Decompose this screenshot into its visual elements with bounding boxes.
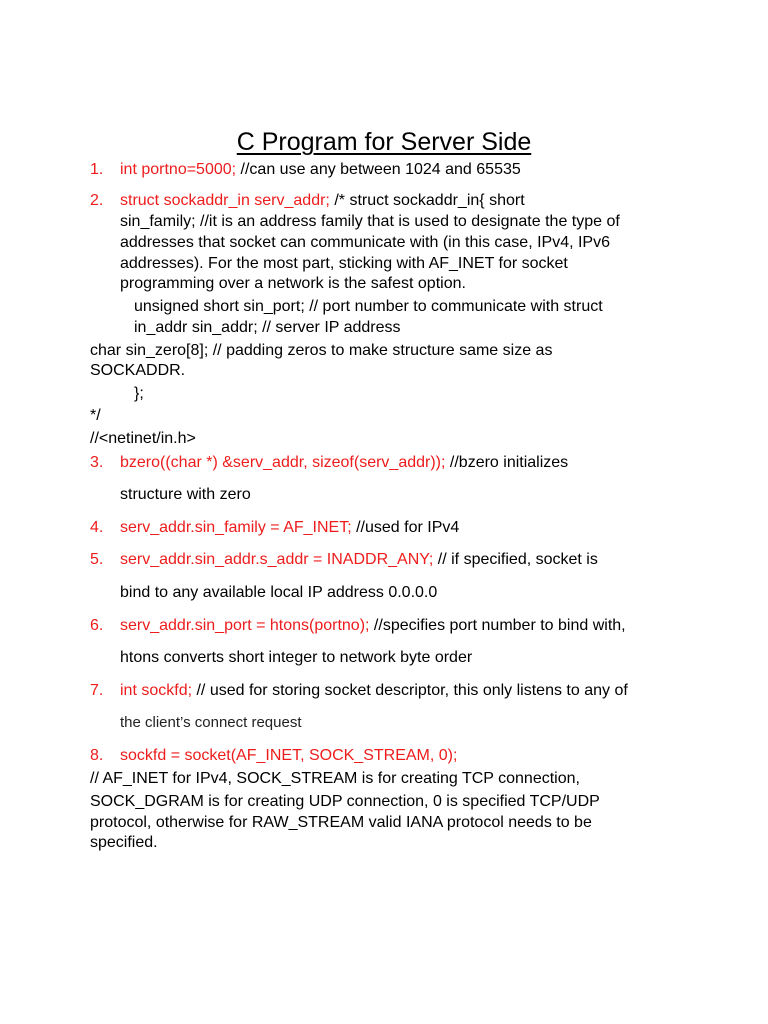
text-line: the client’s connect request	[120, 714, 302, 731]
code-line	[120, 549, 598, 570]
comment-span: //specifies port number to bind with,	[369, 617, 626, 634]
list-number: 5.	[90, 551, 104, 568]
text-line: htons converts short integer to network byte order	[120, 649, 473, 666]
text-line: structure with zero	[120, 486, 251, 503]
text-line: SOCK_DGRAM is for creating UDP connection, 0 is specified TCP/UDP	[90, 793, 600, 810]
code-span: serv_addr.sin_family = AF_INET;	[120, 519, 352, 536]
comment-span: //bzero initializes	[445, 454, 569, 471]
code-span: int portno=5000;	[120, 161, 237, 178]
text-line: */	[90, 407, 101, 424]
code-line	[120, 159, 521, 180]
code-span: struct sockaddr_in serv_addr;	[120, 192, 330, 209]
code-span: serv_addr.sin_port = htons(portno);	[120, 617, 370, 634]
list-number: 2.	[90, 192, 104, 209]
text-line: in_addr sin_addr; // server IP address	[134, 319, 401, 336]
text-line: sin_family; //it is an address family that is used to designate the type of	[120, 213, 620, 230]
comment-span: // if specified, socket is	[433, 551, 598, 568]
list-number: 7.	[90, 682, 104, 699]
list-number: 4.	[90, 519, 104, 536]
code-line	[120, 517, 459, 538]
list-number: 3.	[90, 454, 104, 471]
text-line: specified.	[90, 834, 158, 851]
code-line	[120, 680, 628, 701]
code-line	[120, 190, 525, 211]
page-title: C Program for Server Side	[236, 128, 532, 156]
code-line	[120, 452, 568, 473]
text-line: addresses). For the most part, sticking with AF_INET for socket	[120, 255, 568, 272]
text-line: };	[134, 385, 144, 402]
text-line: // AF_INET for IPv4, SOCK_STREAM is for creating TCP connection,	[90, 770, 580, 787]
list-number: 1.	[90, 161, 104, 178]
code-span: sockfd = socket(AF_INET, SOCK_STREAM, 0);	[120, 747, 458, 764]
comment-span: //can use any between 1024 and 65535	[236, 161, 521, 178]
code-line	[120, 615, 626, 636]
list-number: 6.	[90, 617, 104, 634]
text-line: protocol, otherwise for RAW_STREAM valid IANA protocol needs to be	[90, 814, 592, 831]
comment-span: /* struct sockaddr_in{ short	[329, 192, 525, 209]
comment-span: // used for storing socket descriptor, this only listens to any of	[192, 682, 628, 699]
text-line: char sin_zero[8]; // padding zeros to make structure same size as	[90, 342, 553, 359]
code-span: serv_addr.sin_addr.s_addr = INADDR_ANY;	[120, 551, 434, 568]
text-line: bind to any available local IP address 0.0.0.0	[120, 584, 438, 601]
text-line: //<netinet/in.h>	[90, 430, 196, 447]
text-line: SOCKADDR.	[90, 362, 186, 379]
text-line: addresses that socket can communicate with (in this case, IPv4, IPv6	[120, 234, 610, 251]
code-span: bzero((char *) &serv_addr, sizeof(serv_addr));	[120, 454, 446, 471]
text-line: unsigned short sin_port; // port number to communicate with struct	[134, 298, 603, 315]
code-span: int sockfd;	[120, 682, 193, 699]
code-line	[120, 745, 457, 766]
list-number: 8.	[90, 747, 104, 764]
comment-span: //used for IPv4	[351, 519, 460, 536]
text-line: programming over a network is the safest option.	[120, 275, 466, 292]
